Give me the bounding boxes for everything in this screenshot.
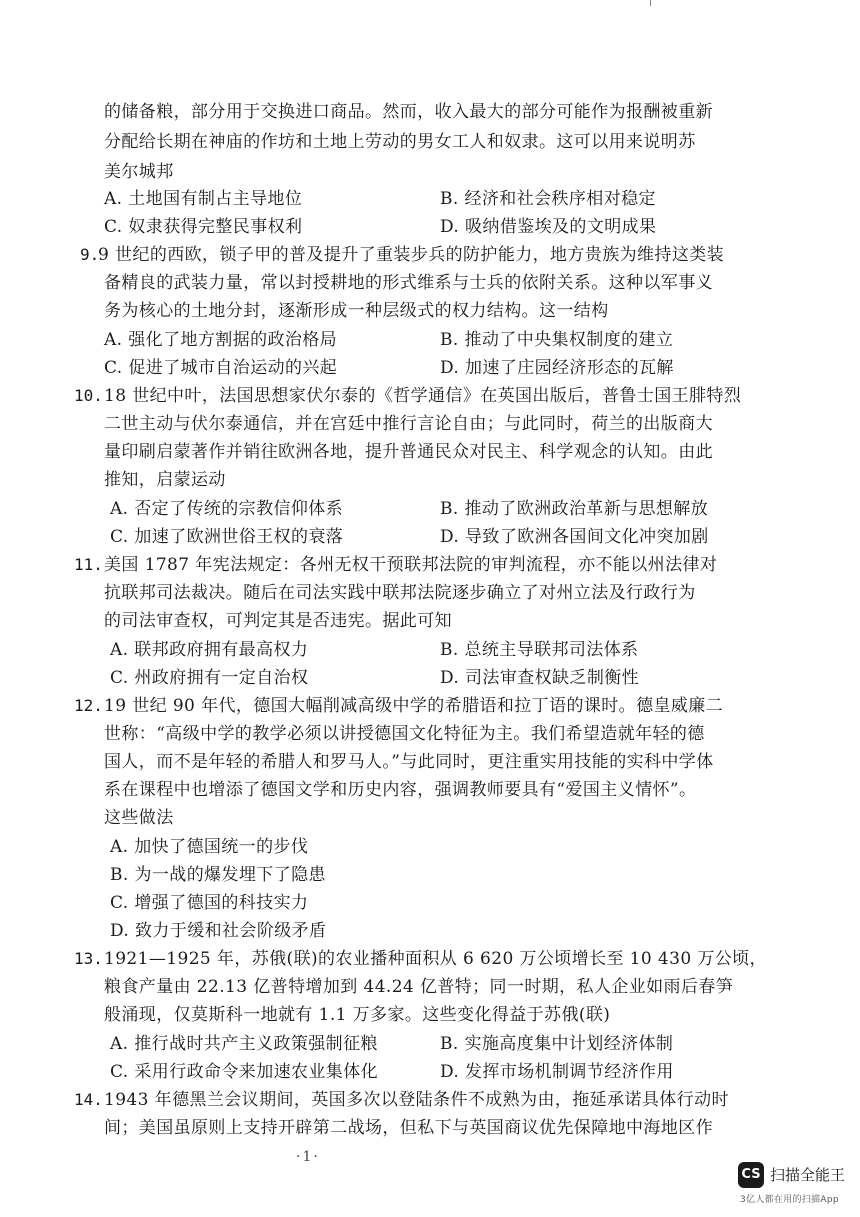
option-d: D. 吸纳借鉴埃及的文明成果 — [440, 217, 657, 237]
page-number: ·1· — [296, 1149, 320, 1165]
question-text-line: 1943 年德黑兰会议期间，英国多次以登陆条件不成熟为由，拖延承诺具体行动时 — [104, 1090, 729, 1110]
option-a: A. 联邦政府拥有最高权力 — [110, 640, 309, 660]
question-text-line: 抗联邦司法裁决。随后在司法实践中联邦法院逐步确立了对州立法及行政行为 — [104, 583, 696, 603]
option-b: B. 总统主导联邦司法体系 — [440, 640, 639, 660]
question-text-line: 美国 1787 年宪法规定：各州无权干预联邦法院的审判流程，亦不能以州法律对 — [104, 555, 718, 575]
question-number: 13. — [74, 949, 103, 968]
question-text-line: 二世主动与伏尔泰通信，并在宫廷中推行言论自由；与此同时，荷兰的出版商大 — [104, 414, 713, 434]
question-text-line: 粮食产量由 22.13 亿普特增加到 44.24 亿普特；同一时期，私人企业如雨后春笋 — [104, 977, 734, 997]
option-a: A. 土地国有制占主导地位 — [104, 189, 303, 209]
scanner-tagline: 3亿人都在用的扫描App — [740, 1195, 839, 1205]
question-text-line: 9 世纪的西欧，锁子甲的普及提升了重装步兵的防护能力，地方贵族为维持这类装 — [98, 245, 725, 265]
question-text-line: 分配给长期在神庙的作坊和土地上劳动的男女工人和奴隶。这可以用来说明苏 — [104, 132, 696, 152]
question-text-line: 美尔城邦 — [104, 162, 174, 182]
option-c: C. 促进了城市自治运动的兴起 — [104, 358, 338, 378]
option-a: A. 加快了德国统一的步伐 — [110, 837, 309, 857]
option-d: D. 司法审查权缺乏制衡性 — [440, 668, 640, 688]
question-text-line: 间；美国虽原则上支持开辟第二战场，但私下与英国商议优先保障地中海地区作 — [104, 1118, 713, 1138]
option-d: D. 导致了欧洲各国间文化冲突加剧 — [440, 527, 709, 547]
option-b: B. 推动了欧洲政治革新与思想解放 — [440, 499, 709, 519]
question-text-line: 的司法审查权，可判定其是否违宪。据此可知 — [104, 611, 452, 631]
question-text-line: 务为核心的土地分封，逐渐形成一种层级式的权力结构。这一结构 — [104, 301, 609, 321]
option-c: C. 增强了德国的科技实力 — [110, 893, 309, 913]
question-text-line: 的储备粮，部分用于交换进口商品。然而，收入最大的部分可能作为报酬被重新 — [104, 102, 713, 122]
question-text-line: 世称：“高级中学的教学必须以讲授德国文化特征为主。我们希望造就年轻的德 — [104, 724, 705, 744]
camscanner-logo-icon: CS — [738, 1162, 764, 1188]
option-b: B. 推动了中央集权制度的建立 — [440, 330, 674, 350]
question-number: 11. — [74, 555, 103, 574]
option-b: B. 经济和社会秩序相对稳定 — [440, 189, 656, 209]
question-number: 10. — [74, 386, 103, 405]
question-text-line: 推知，启蒙运动 — [104, 470, 226, 490]
option-b: B. 为一战的爆发埋下了隐患 — [110, 865, 326, 885]
question-text-line: 这些做法 — [104, 808, 174, 828]
option-d: D. 加速了庄园经济形态的瓦解 — [440, 358, 674, 378]
option-a: A. 推行战时共产主义政策强制征粮 — [110, 1034, 378, 1054]
option-d: D. 致力于缓和社会阶级矛盾 — [110, 921, 327, 941]
question-text-line: 备精良的武装力量，常以封授耕地的形式维系与士兵的依附关系。这种以军事义 — [104, 273, 713, 293]
question-text-line: 系在课程中也增添了德国文学和历史内容，强调教师要具有“爱国主义情怀”。 — [104, 780, 697, 800]
option-a: A. 否定了传统的宗教信仰体系 — [110, 499, 344, 519]
scanner-app-name: 扫描全能王 — [770, 1166, 846, 1184]
question-text-line: 量印刷启蒙著作并销往欧洲各地，提升普通民众对民主、科学观念的认知。由此 — [104, 442, 713, 462]
question-text-line: 19 世纪 90 年代，德国大幅削减高级中学的希腊语和拉丁语的课时。德皇威廉二 — [104, 696, 724, 716]
question-text-line: 18 世纪中叶，法国思想家伏尔泰的《哲学通信》在英国出版后，普鲁士国王腓特烈 — [104, 386, 742, 406]
question-text-line: 般涌现，仅莫斯科一地就有 1.1 万多家。这些变化得益于苏俄(联) — [104, 1005, 611, 1025]
question-text-line: 1921—1925 年，苏俄(联)的农业播种面积从 6 620 万公顷增长至 10 430 万公顷， — [104, 949, 767, 969]
option-b: B. 实施高度集中计划经济体制 — [440, 1034, 674, 1054]
page-top-mark — [650, 0, 651, 6]
option-c: C. 加速了欧洲世俗王权的衰落 — [110, 527, 344, 547]
option-c: C. 采用行政命令来加速农业集体化 — [110, 1062, 379, 1082]
question-number: 9. — [80, 245, 100, 264]
question-number: 12. — [74, 696, 103, 715]
option-c: C. 奴隶获得完整民事权利 — [104, 217, 303, 237]
scanner-watermark — [738, 1162, 848, 1210]
question-number: 14. — [74, 1090, 103, 1109]
question-text-line: 国人，而不是年轻的希腊人和罗马人。”与此同时，更注重实用技能的实科中学体 — [104, 752, 714, 772]
option-c: C. 州政府拥有一定自治权 — [110, 668, 309, 688]
option-d: D. 发挥市场机制调节经济作用 — [440, 1062, 674, 1082]
option-a: A. 强化了地方割据的政治格局 — [104, 330, 338, 350]
